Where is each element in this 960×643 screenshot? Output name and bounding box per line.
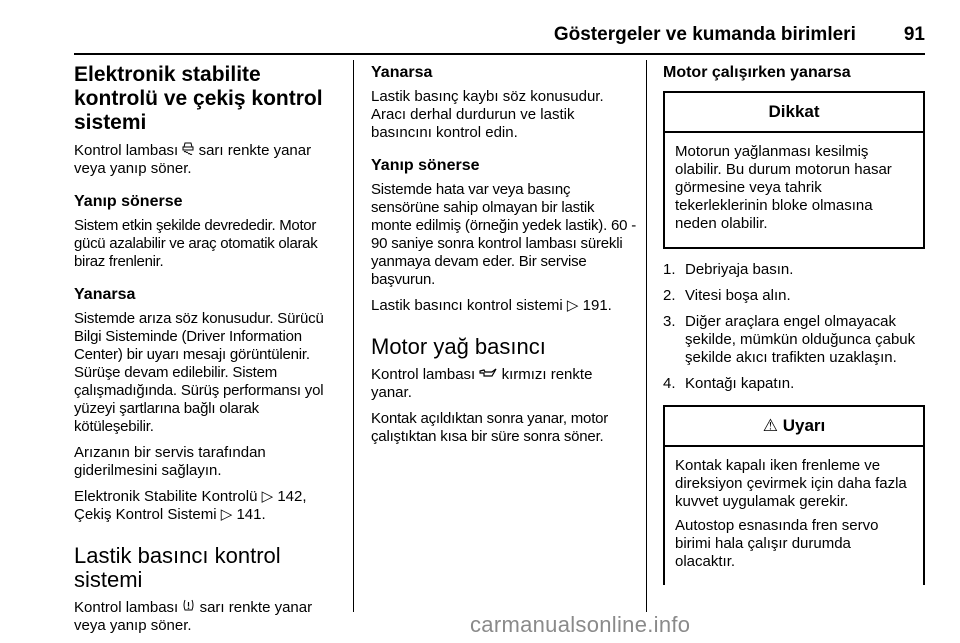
- lastik-lamp-post: sarı renkte yanar veya yanıp söner.: [74, 599, 313, 634]
- heading-yanarsa: Yanarsa: [74, 286, 136, 303]
- page-number: 91: [903, 24, 925, 45]
- arrow-ref-icon: ▷: [220, 506, 233, 523]
- list-item: 4. Kontağı kapatın.: [663, 375, 795, 392]
- warning-triangle-icon: ⚠: [762, 416, 778, 435]
- column-1: [74, 63, 342, 643]
- text-references: [74, 488, 342, 524]
- header-title: Göstergeler ve kumanda birimleri: [553, 24, 856, 45]
- text-servis: Arızanın bir servis tarafından giderilmesini sağlayın.: [74, 444, 266, 479]
- text-yanip: Sistem etkin şekilde devrededir. Motor gücü azalabilir ve araç otomatik olarak biraz frenlenir.: [74, 217, 318, 270]
- oil-can-icon: [479, 365, 497, 383]
- text-kontak: Kontak açıldıktan sonra yanar, motor çalıştıktan kısa bir süre sonra söner.: [371, 410, 609, 445]
- text-yanip-2: Sistemde hata var veya basınç sensörüne sahip olmayan bir lastik monte edilmiş (örneğin yedek lastik). 60 - 90 saniye sonra kontrol lambası sürekli yanmaya devam eder. Bir servise başvurun.: [371, 181, 637, 288]
- dikkat-text: Motorun yağlanması kesilmiş olabilir. Bu durum motorun hasar görmesine veya tahrik tekerleklerinin bloke olmasına neden olabilir.: [675, 143, 892, 232]
- uyari-header: [665, 407, 923, 447]
- dikkat-box: [663, 91, 925, 249]
- ref-lastik-label: Lastik basıncı kontrol sistemi: [371, 297, 563, 314]
- dikkat-title: Dikkat: [665, 93, 923, 133]
- heading-motor-yag: Motor yağ basıncı: [371, 334, 546, 359]
- text-yanarsa: Sistemde arıza söz konusudur. Sürücü Bilgi Sisteminde (Driver Information Center) bir uyarı mesajı görüntülenir. Sürüşe devam edilebilir. Sistem çalışmadığında. Sürüş performansı yol yüzeyi şartlarına bağlı olarak kötüleşebilir.: [74, 310, 324, 435]
- tire-pressure-icon: [182, 598, 195, 616]
- watermark: carmanualsonline.info: [470, 612, 691, 637]
- motor-lamp-pre: Kontrol lambası: [371, 366, 476, 383]
- list-item: 1. Debriyaja basın.: [663, 261, 794, 278]
- heading-calisirken: Motor çalışırken yanarsa: [663, 64, 851, 81]
- heading-esp: Elektronik stabilite kontrolü ve çekiş kontrol sistemi: [74, 63, 323, 134]
- heading-yanip-2: Yanıp sönerse: [371, 157, 480, 174]
- column-divider-1: [353, 60, 354, 612]
- arrow-ref-icon: ▷: [261, 488, 274, 505]
- ref1-page[interactable]: 142,: [277, 488, 307, 505]
- ref2-page[interactable]: 141.: [236, 506, 266, 523]
- skid-car-icon: [182, 141, 194, 159]
- uyari-text-2: Autostop esnasında fren servo birimi hala çalışır durumda olacaktır.: [675, 517, 879, 570]
- motor-lamp-post: kırmızı renkte yanar.: [371, 366, 593, 401]
- uyari-text-1: Kontak kapalı iken frenleme ve direksiyon çevirmek için daha fazla kuvvet uygulamak gerekir.: [675, 457, 907, 510]
- column-3: [663, 63, 925, 585]
- list-item: 2. Vitesi boşa alın.: [663, 287, 791, 304]
- esp-lamp-text: [74, 141, 342, 178]
- lastik-lamp-text: [74, 598, 342, 635]
- uyari-title: Uyarı: [782, 416, 826, 435]
- text-yanarsa-2: Lastik basınç kaybı söz konusudur. Aracı derhal durdurun ve lastik basıncını kontrol edin.: [371, 88, 604, 141]
- heading-yanip: Yanıp sönerse: [74, 193, 183, 210]
- heading-lastik: Lastik basıncı kontrol sistemi: [74, 543, 281, 592]
- lastik-lamp-pre: Kontrol lambası: [74, 599, 179, 616]
- column-2: [371, 63, 637, 454]
- column-divider-2: [646, 60, 647, 612]
- ref-lastik-page[interactable]: 191.: [582, 297, 612, 314]
- page-header: [74, 25, 925, 55]
- arrow-ref-icon: ▷: [566, 297, 579, 314]
- list-item: 3. Diğer araçlara engel olmayacak şekilde, mümkün olduğunca çabuk şekilde akıcı trafikten uzaklaşın.: [663, 313, 916, 366]
- text-ref-lastik: [371, 297, 637, 315]
- ref1-label: Elektronik Stabilite Kontrolü: [74, 488, 258, 505]
- esp-lamp-pre: Kontrol lambası: [74, 142, 179, 159]
- steps-list: [663, 261, 925, 393]
- heading-yanarsa-2: Yanarsa: [371, 64, 433, 81]
- motor-lamp-text: [371, 365, 637, 402]
- uyari-box: [663, 405, 925, 585]
- esp-lamp-post: sarı renkte yanar veya yanıp söner.: [74, 142, 312, 177]
- ref2-label: Çekiş Kontrol Sistemi: [74, 506, 217, 523]
